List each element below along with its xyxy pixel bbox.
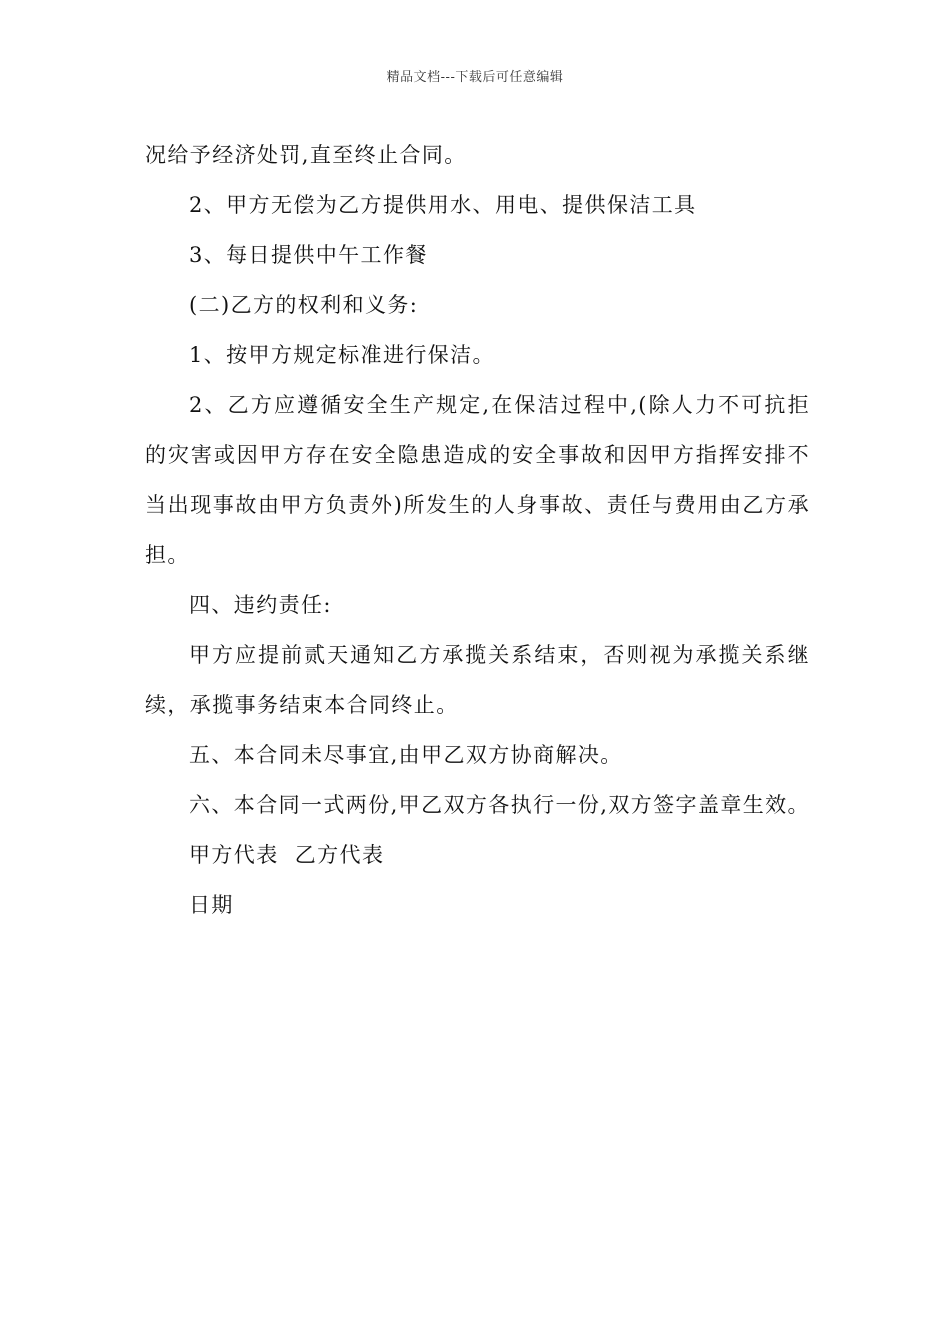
paragraph-party-b-standards: 1、按甲方规定标准进行保洁。 — [189, 343, 495, 367]
signature-representatives: 甲方代表 乙方代表 — [189, 843, 385, 867]
section-unresolved-matters: 五、本合同未尽事宜,由甲乙双方协商解决。 — [189, 743, 623, 767]
section-copies-and-effect: 六、本合同一式两份,甲乙双方各执行一份,双方签字盖章生效。 — [189, 793, 810, 817]
document-body — [145, 130, 810, 930]
paragraph-party-b-safety: 2、乙方应遵循安全生产规定,在保洁过程中,(除人力不可抗拒的灾害或因甲方存在安全隐患造成的安全事故和因甲方指挥安排不当出现事故由甲方负责外)所发生的人身事故、责任与费用由乙方承担。 — [145, 393, 810, 567]
paragraph-party-a-meals: 3、每日提供中午工作餐 — [189, 243, 428, 267]
section-heading-party-b-rights: (二)乙方的权利和义务: — [189, 293, 419, 317]
paragraph-termination-notice: 甲方应提前贰天通知乙方承揽关系结束，否则视为承揽关系继续，承揽事务结束本合同终止。 — [145, 643, 810, 717]
paragraph-penalty-continuation: 况给予经济处罚,直至终止合同。 — [145, 143, 467, 167]
paragraph-party-a-utilities: 2、甲方无偿为乙方提供用水、用电、提供保洁工具 — [189, 193, 697, 217]
signature-date: 日期 — [189, 893, 234, 917]
section-heading-breach-liability: 四、违约责任: — [189, 593, 332, 617]
page-header: 精品文档---下载后可任意编辑 — [386, 70, 564, 85]
